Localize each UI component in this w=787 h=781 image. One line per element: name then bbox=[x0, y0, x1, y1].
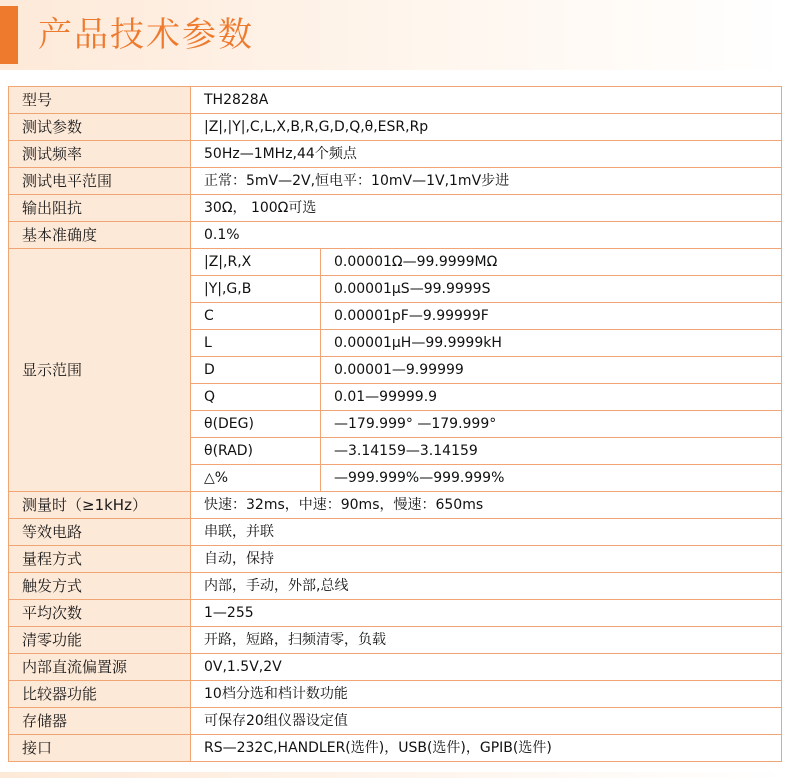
display-param: θ(DEG) bbox=[191, 411, 321, 438]
display-range-value: 0.00001Ω—99.9999MΩ bbox=[321, 249, 782, 276]
row-value: TH2828A bbox=[191, 87, 782, 114]
display-range-label: 显示范围 bbox=[9, 249, 191, 492]
display-param: θ(RAD) bbox=[191, 438, 321, 465]
display-param: |Y|,G,B bbox=[191, 276, 321, 303]
table-row bbox=[9, 654, 782, 681]
row-value: 50Hz—1MHz,44个频点 bbox=[191, 141, 782, 168]
row-label: 输出阻抗 bbox=[9, 195, 191, 222]
header-banner bbox=[0, 0, 787, 70]
row-value: 0.1% bbox=[191, 222, 782, 249]
row-value: 串联，并联 bbox=[191, 519, 782, 546]
table-row bbox=[9, 681, 782, 708]
table-row bbox=[9, 87, 782, 114]
display-param: C bbox=[191, 303, 321, 330]
table-row bbox=[9, 222, 782, 249]
table-row bbox=[9, 708, 782, 735]
table-row bbox=[9, 573, 782, 600]
accent-bar bbox=[0, 6, 18, 64]
table-row bbox=[9, 735, 782, 762]
row-value: 开路，短路，扫频清零，负载 bbox=[191, 627, 782, 654]
table-row bbox=[9, 168, 782, 195]
row-label: 触发方式 bbox=[9, 573, 191, 600]
table-row bbox=[9, 546, 782, 573]
row-value: 10档分选和档计数功能 bbox=[191, 681, 782, 708]
display-range-value: 0.00001μS—99.9999S bbox=[321, 276, 782, 303]
display-param: L bbox=[191, 330, 321, 357]
row-value: 0V,1.5V,2V bbox=[191, 654, 782, 681]
row-label: 测试频率 bbox=[9, 141, 191, 168]
row-value: 内部，手动，外部,总线 bbox=[191, 573, 782, 600]
display-range-value: 0.01—99999.9 bbox=[321, 384, 782, 411]
row-value: 30Ω， 100Ω可选 bbox=[191, 195, 782, 222]
display-param: △% bbox=[191, 465, 321, 492]
display-param: |Z|,R,X bbox=[191, 249, 321, 276]
row-label: 清零功能 bbox=[9, 627, 191, 654]
row-value: 正常：5mV—2V,恒电平：10mV—1V,1mV步进 bbox=[191, 168, 782, 195]
row-label: 存储器 bbox=[9, 708, 191, 735]
row-label: 测量时（≥1kHz） bbox=[9, 492, 191, 519]
row-value: 快速：32ms，中速：90ms，慢速：650ms bbox=[191, 492, 782, 519]
display-range-value: 0.00001—9.99999 bbox=[321, 357, 782, 384]
row-label: 平均次数 bbox=[9, 600, 191, 627]
table-row bbox=[9, 600, 782, 627]
row-label: 接口 bbox=[9, 735, 191, 762]
table-row bbox=[9, 627, 782, 654]
table-row bbox=[9, 492, 782, 519]
display-range-value: 0.00001μH—99.9999kH bbox=[321, 330, 782, 357]
table-row bbox=[9, 195, 782, 222]
table-row bbox=[9, 519, 782, 546]
display-param: Q bbox=[191, 384, 321, 411]
spec-table bbox=[8, 86, 782, 762]
display-range-value: —179.999° —179.999° bbox=[321, 411, 782, 438]
row-value: |Z|,|Y|,C,L,X,B,R,G,D,Q,θ,ESR,Rp bbox=[191, 114, 782, 141]
display-range-value: 0.00001pF—9.99999F bbox=[321, 303, 782, 330]
row-label: 型号 bbox=[9, 87, 191, 114]
row-label: 测试参数 bbox=[9, 114, 191, 141]
page-title: 产品技术参数 bbox=[38, 15, 254, 55]
row-label: 比较器功能 bbox=[9, 681, 191, 708]
row-value: 可保存20组仪器设定值 bbox=[191, 708, 782, 735]
display-range-value: —999.999%—999.999% bbox=[321, 465, 782, 492]
row-value: 1—255 bbox=[191, 600, 782, 627]
row-label: 等效电路 bbox=[9, 519, 191, 546]
row-label: 内部直流偏置源 bbox=[9, 654, 191, 681]
row-value: 自动，保持 bbox=[191, 546, 782, 573]
row-label: 测试电平范围 bbox=[9, 168, 191, 195]
row-value: RS—232C,HANDLER(选件)，USB(选件)，GPIB(选件) bbox=[191, 735, 782, 762]
table-row bbox=[9, 114, 782, 141]
table-row bbox=[9, 249, 782, 276]
row-label: 基本准确度 bbox=[9, 222, 191, 249]
display-param: D bbox=[191, 357, 321, 384]
row-label: 量程方式 bbox=[9, 546, 191, 573]
footer-divider bbox=[0, 772, 787, 778]
display-range-value: —3.14159—3.14159 bbox=[321, 438, 782, 465]
table-row bbox=[9, 141, 782, 168]
